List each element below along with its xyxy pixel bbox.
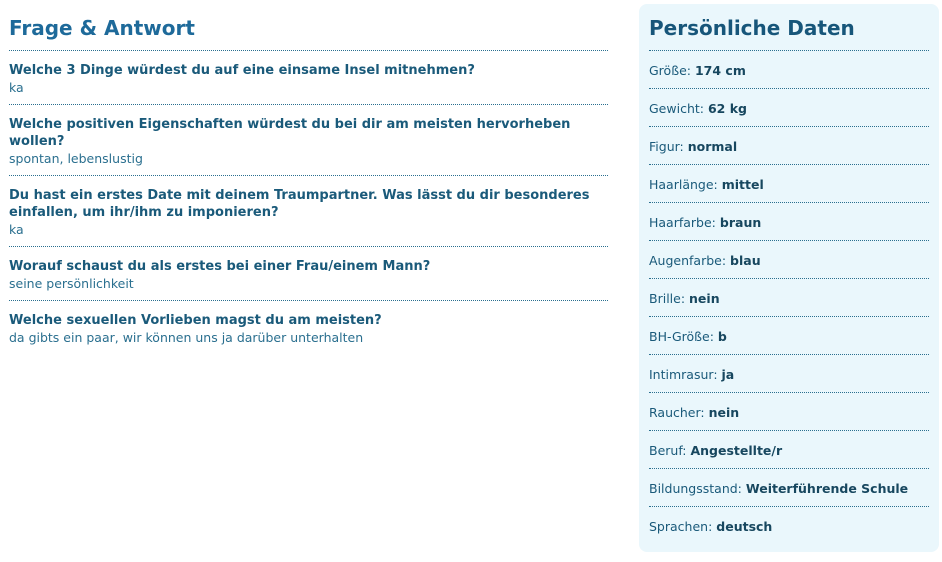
qa-answer: spontan, lebenslustig: [9, 151, 143, 166]
profile-row-occupation: [649, 431, 929, 469]
qa-answer: ka: [9, 222, 24, 237]
profile-row-education: [649, 469, 929, 507]
qa-section: [9, 0, 608, 354]
profile-value: b: [717, 329, 727, 344]
qa-item: [9, 105, 608, 176]
qa-question: Welche positiven Eigenschaften würdest du bei dir am meisten hervorheben wollen?: [9, 117, 571, 149]
profile-value: 62 kg: [707, 101, 747, 116]
profile-row-hair-length: [649, 165, 929, 203]
profile-row-languages: [649, 507, 929, 544]
profile-label: BH-Größe:: [649, 329, 714, 344]
profile-title: Persönliche Daten: [649, 4, 929, 51]
profile-row-figure: [649, 127, 929, 165]
qa-item: [9, 176, 608, 247]
profile-label: Figur:: [649, 139, 684, 154]
profile-row-hair-color: [649, 203, 929, 241]
profile-label: Haarfarbe:: [649, 215, 716, 230]
profile-row-glasses: [649, 279, 929, 317]
qa-item: [9, 301, 608, 354]
profile-row-bra-size: [649, 317, 929, 355]
profile-value: nein: [708, 405, 740, 420]
profile-value: mittel: [721, 177, 764, 192]
qa-question: Du hast ein erstes Date mit deinem Traumpartner. Was lässt du dir besonderes einfallen, um ihr/ihm zu imponieren?: [9, 188, 590, 220]
profile-row-eye-color: [649, 241, 929, 279]
profile-label: Größe:: [649, 63, 691, 78]
qa-item: [9, 51, 608, 105]
profile-label: Sprachen:: [649, 519, 713, 534]
profile-value: ja: [721, 367, 735, 382]
profile-label: Intimrasur:: [649, 367, 718, 382]
profile-value: normal: [687, 139, 738, 154]
qa-title: Frage & Antwort: [9, 0, 608, 51]
profile-value: braun: [719, 215, 762, 230]
qa-question: Worauf schaust du als erstes bei einer Frau/einem Mann?: [9, 259, 431, 274]
profile-label: Augenfarbe:: [649, 253, 727, 268]
profile-row-intimate-shave: [649, 355, 929, 393]
qa-question: Welche 3 Dinge würdest du auf eine einsame Insel mitnehmen?: [9, 63, 475, 78]
profile-value: deutsch: [716, 519, 773, 534]
qa-answer: ka: [9, 80, 24, 95]
profile-label: Raucher:: [649, 405, 705, 420]
profile-label: Gewicht:: [649, 101, 704, 116]
profile-row-weight: [649, 89, 929, 127]
profile-panel: [639, 4, 939, 552]
qa-item: [9, 247, 608, 301]
qa-answer: da gibts ein paar, wir können uns ja darüber unterhalten: [9, 330, 364, 345]
profile-row-height: [649, 51, 929, 89]
profile-label: Brille:: [649, 291, 686, 306]
profile-value: 174 cm: [694, 63, 746, 78]
profile-row-smoker: [649, 393, 929, 431]
profile-value: Weiterführende Schule: [745, 481, 909, 496]
profile-value: blau: [730, 253, 761, 268]
profile-label: Haarlänge:: [649, 177, 718, 192]
qa-question: Welche sexuellen Vorlieben magst du am meisten?: [9, 313, 382, 328]
qa-answer: seine persönlichkeit: [9, 276, 134, 291]
profile-label: Bildungsstand:: [649, 481, 742, 496]
profile-value: nein: [689, 291, 720, 306]
profile-value: Angestellte/r: [690, 443, 783, 458]
profile-label: Beruf:: [649, 443, 687, 458]
